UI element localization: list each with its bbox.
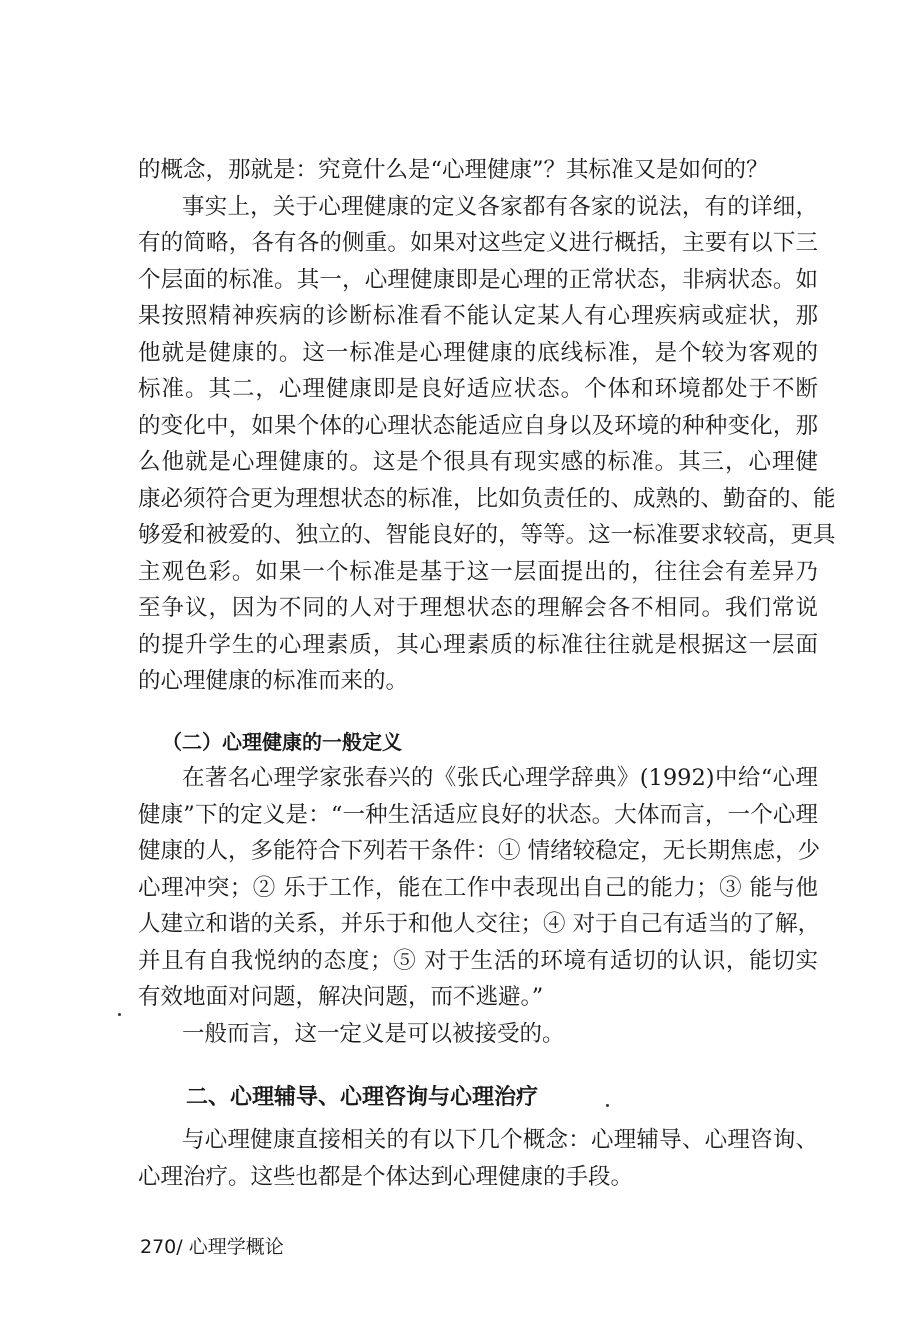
text-line: 的概念，那就是：究竟什么是“心理健康”？其标准又是如何的？ <box>138 157 769 183</box>
text-line: 果按照精神疾病的诊断标准看不能认定某人有心理疾病或症状，那 <box>138 303 818 329</box>
text-line: 健康”下的定义是：“一种生活适应良好的状态。大体而言，一个心理 <box>138 801 818 828</box>
body-text-bottom <box>138 1122 818 1195</box>
text-line: 一般而言，这一定义是可以被接受的。 <box>182 1020 565 1047</box>
scan-speck <box>118 1013 121 1016</box>
text-line: 有效地面对问题，解决问题，而不逃避。” <box>138 984 544 1010</box>
text-line: 标准。其二，心理健康即是良好适应状态。个体和环境都处于不断 <box>138 376 818 402</box>
text-line: 健康的人，多能符合下列若干条件：① 情绪较稳定，无长期焦虑，少 <box>138 838 821 864</box>
section-heading: 二、心理辅导、心理咨询与心理治疗 <box>186 1085 539 1110</box>
subheading: （二）心理健康的一般定义 <box>162 730 402 754</box>
text-line: 事实上，关于心理健康的定义各家都有各家的说法，有的详细， <box>182 193 818 220</box>
text-line: 个层面的标准。其一，心理健康即是心理的正常状态，非病状态。如 <box>138 266 818 293</box>
body-text-top <box>138 152 836 700</box>
text-line: 人建立和谐的关系，并乐于和他人交往；④ 对于自己有适当的了解， <box>138 911 821 937</box>
text-line: 康必须符合更为理想状态的标准，比如负责任的、成熟的、勤奋的、能 <box>138 485 836 512</box>
scan-speck <box>606 1104 609 1107</box>
text-line: 他就是健康的。这一标准是心理健康的底线标准，是个较为客观的 <box>138 339 818 366</box>
page-footer: 270/ 心理学概论 <box>140 1236 284 1258</box>
text-line: 有的简略，各有各的侧重。如果对这些定义进行概括，主要有以下三 <box>138 230 818 256</box>
text-line: 在著名心理学家张春兴的《张氏心理学辞典》(1992)中给“心理 <box>182 765 818 791</box>
text-line: 与心理健康直接相关的有以下几个概念：心理辅导、心理咨询、 <box>182 1127 818 1153</box>
text-line: 的变化中，如果个体的心理状态能适应自身以及环境的种种变化，那 <box>138 412 818 439</box>
body-text-mid <box>138 760 821 1052</box>
text-line: 并且有自我悦纳的态度；⑤ 对于生活的环境有适切的认识，能切实 <box>138 947 818 974</box>
text-line: 够爱和被爱的、独立的、智能良好的，等等。这一标准要求较高，更具 <box>138 522 836 548</box>
text-line: 至争议，因为不同的人对于理想状态的理解会各不相同。我们常说 <box>138 595 818 621</box>
text-line: 的心理健康的标准而来的。 <box>138 668 409 694</box>
text-line: 么他就是心理健康的。这是个很具有现实感的标准。其三，心理健 <box>138 449 818 475</box>
text-line: 心理治疗。这些也都是个体达到心理健康的手段。 <box>138 1163 634 1190</box>
text-line: 主观色彩。如果一个标准是基于这一层面提出的，往往会有差异乃 <box>138 558 818 585</box>
text-line: 的提升学生的心理素质，其心理素质的标准往往就是根据这一层面 <box>138 631 818 658</box>
text-line: 心理冲突；② 乐于工作，能在工作中表现出自己的能力；③ 能与他 <box>138 874 818 901</box>
